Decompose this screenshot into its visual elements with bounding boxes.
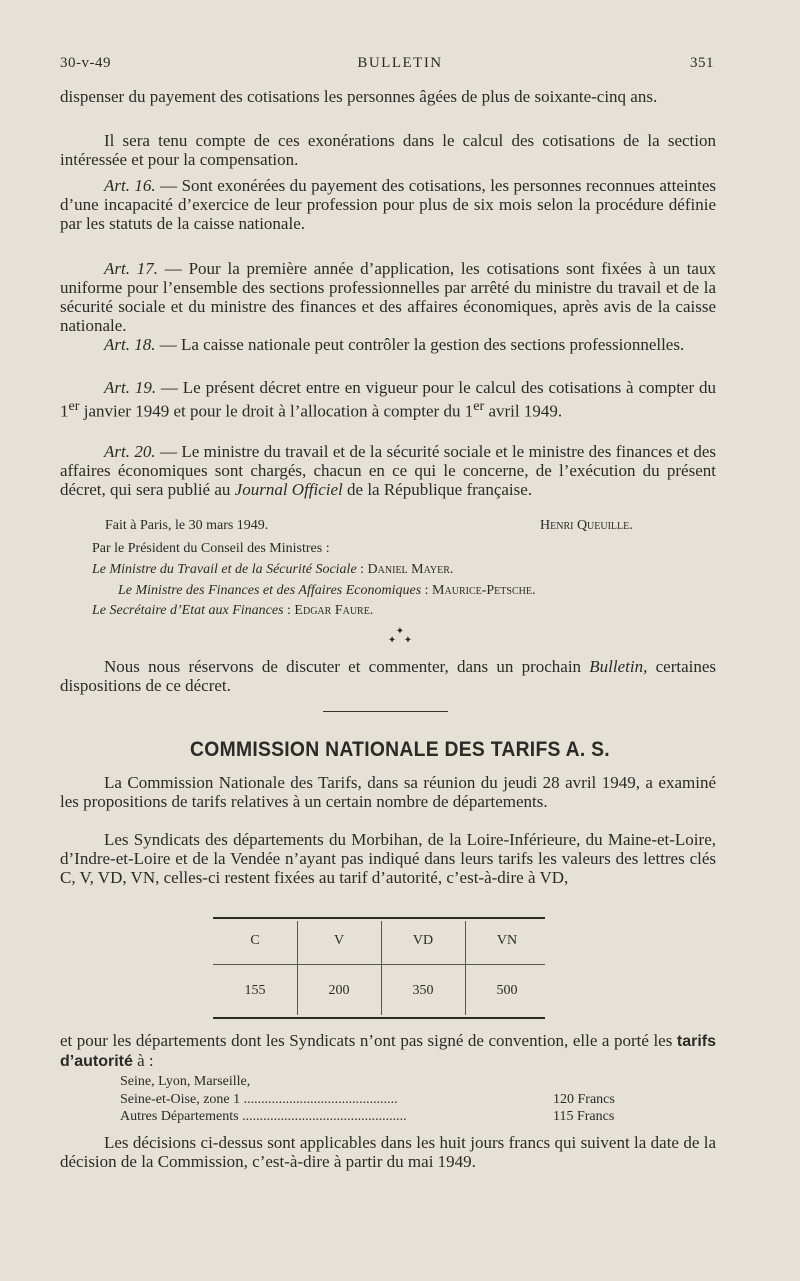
reservation-note — [60, 657, 716, 695]
paragraph-compensation: Il sera tenu compte de ces exonérations dans le calcul des cotisations de la section intéressée et pour la compensation. — [60, 131, 716, 169]
signature-minister-labour — [92, 562, 453, 578]
tariff-value-autres: 115 Francs — [553, 1109, 615, 1124]
article-18-text: — La caisse nationale peut contrôler la gestion des sections professionnelles. — [155, 335, 685, 354]
header-date: 30-v-49 — [60, 55, 111, 71]
signature-minister-finance — [118, 583, 535, 599]
tariff-label-seine-et-oise: Seine-et-Oise, zone 1 — [120, 1092, 241, 1107]
signature-secretary-finance — [92, 603, 373, 619]
article-19-sup-1: er — [68, 398, 80, 414]
minister-labour-role: Le Ministre du Travail et de la Sécurité Sociale — [92, 562, 357, 577]
signature-president: Henri Queuille. — [540, 518, 633, 533]
tariff-line-seine-et-oise: Seine-et-Oise, zone 1 ............................................ — [120, 1092, 398, 1107]
commission-paragraph-1: La Commission Nationale des Tarifs, dans sa réunion du jeudi 28 avril 1949, a examiné les propositions de tarifs relatives à un certain nombre de départements. — [60, 773, 716, 811]
article-18-label: Art. 18. — [104, 335, 156, 354]
bulletin-reference: Bulletin, — [589, 657, 648, 676]
secretary-finance-role: Le Secrétaire d’Etat aux Finances — [92, 603, 284, 618]
article-16-label: Art. 16. — [104, 176, 156, 195]
closing-paragraph: Les décisions ci-dessus sont applicables dans les huit jours francs qui suivent la date de la décision de la Commission, c’est-à-dire à partir du mai 1949. — [60, 1133, 716, 1171]
tariff-label-autres: Autres Départements — [120, 1109, 239, 1124]
table-cell-c: 155 — [244, 983, 266, 998]
tarifs-autorite: tarifs d’autorité — [60, 1033, 716, 1070]
article-19-text-c: avril 1949. — [484, 401, 563, 421]
article-17-label: Art. 17. — [104, 259, 159, 278]
section-title: COMMISSION NATIONALE DES TARIFS A. S. — [190, 738, 610, 761]
journal-officiel: Journal Officiel — [234, 480, 343, 499]
tariff-line-autres: Autres Départements ............................................... — [120, 1109, 407, 1124]
running-title: BULLETIN — [357, 55, 443, 71]
article-19-text-a: — Le présent décret entre en vigueur pour le calcul des cotisations à compter du 1 — [60, 378, 716, 421]
table-cell-vn: 500 — [496, 983, 518, 998]
table-header-rule — [213, 964, 545, 965]
article-16-text: — Sont exonérées du payement des cotisations, les personnes reconnues atteintes d’une incapacité d’exercice de leur profession pour plus de six mois selon la procédure définie par les statuts de la caisse nationale. — [60, 176, 716, 233]
commission-paragraph-2: Les Syndicats des départements du Morbihan, de la Loire-Inférieure, du Maine-et-Loire, d’Indre-et-Loire et de la Vendée n’ayant pas indiqué dans leurs tarifs les valeurs des lettres clés C, V, VD, VN, celles-ci restent fixées au tarif d’autorité, c’est-à-dire à VD, — [60, 830, 716, 887]
minister-labour-name: : Daniel Mayer. — [356, 562, 454, 577]
tariff-line-cities: Seine, Lyon, Marseille, — [120, 1074, 251, 1089]
article-19 — [60, 378, 716, 421]
table-cell-vd: 350 — [412, 983, 434, 998]
after-table-text-b: à : — [132, 1051, 154, 1070]
article-20 — [60, 442, 716, 499]
article-19-sup-2: er — [473, 398, 485, 414]
reservation-text-b: certaines dispositions de ce décret. — [60, 657, 717, 695]
after-table-text-a: et pour les départements dont les Syndicats n’ont pas signé de convention, elle a porté les — [60, 1031, 677, 1050]
table-header-vd: VD — [412, 933, 434, 948]
article-19-label: Art. 19. — [104, 378, 157, 397]
table-cell-v: 200 — [328, 983, 350, 998]
after-table-paragraph — [60, 1031, 716, 1071]
secretary-finance-name: : Edgar Faure. — [283, 603, 374, 618]
article-19-text-b: janvier 1949 et pour le droit à l’allocation à compter du 1 — [79, 401, 474, 421]
page-number: 351 — [690, 55, 714, 71]
article-16 — [60, 176, 716, 233]
minister-finance-role: Le Ministre des Finances et des Affaires Economiques — [118, 583, 422, 598]
table-top-rule — [213, 917, 545, 919]
article-20-label: Art. 20. — [104, 442, 156, 461]
table-header-c: C — [250, 933, 260, 948]
paragraph-exemption-age: dispenser du payement des cotisations les personnes âgées de plus de soixante-cinq ans. — [60, 87, 658, 106]
asterism-ornament: ✦ ✦ ✦ — [387, 626, 413, 646]
article-18 — [60, 335, 716, 354]
table-header-vn: VN — [496, 933, 518, 948]
tariff-value-seine-et-oise: 120 Francs — [553, 1092, 615, 1107]
article-20-text-b: de la République française. — [342, 480, 533, 499]
article-17-text: — Pour la première année d’application, les cotisations sont fixées à un taux uniforme pour l’ensemble des sections professionnelles par arrêté du ministre du travail et de la sécurité sociale et du ministre des finances et des affaires économiques, après avis de la caisse nationale. — [60, 259, 716, 335]
article-17 — [60, 259, 716, 335]
table-bottom-rule — [213, 1017, 545, 1019]
minister-finance-name: : Maurice-Petsche. — [421, 583, 536, 598]
signature-date: Fait à Paris, le 30 mars 1949. — [105, 518, 269, 533]
section-divider — [323, 711, 448, 712]
article-20-text-a: — Le ministre du travail et de la sécurité sociale et le ministre des finances et des affaires économiques sont chargés, chacun en ce qui le concerne, de l’exécution du présent décret, qui sera publié au — [60, 442, 716, 499]
signature-par-line: Par le Président du Conseil des Ministres : — [92, 541, 330, 556]
table-header-v: V — [333, 933, 345, 948]
reservation-text-a: Nous nous réservons de discuter et commenter, dans un prochain — [104, 657, 590, 676]
